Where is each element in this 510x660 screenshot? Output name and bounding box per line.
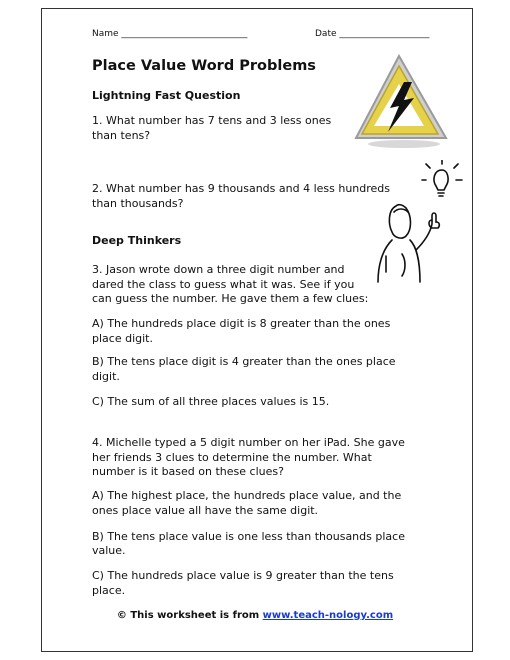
question-1-line-1: 1. What number has 7 tens and 3 less ones bbox=[92, 114, 332, 127]
question-4-clue-a-line-1: A) The highest place, the hundreds place value, and the bbox=[92, 489, 402, 502]
footer-link[interactable]: www.teach-nology.com bbox=[262, 610, 394, 621]
footer-credit-text: © This worksheet is from bbox=[116, 610, 263, 621]
question-3-clue-c-line-1: C) The sum of all three places values is 15. bbox=[92, 395, 330, 408]
question-3-line-3: can guess the number. He gave them a few clues: bbox=[92, 292, 369, 305]
question-3-clue-a-line-1: A) The hundreds place digit is 8 greater than the ones bbox=[92, 317, 391, 330]
question-4-clue-c-line-2: place. bbox=[92, 584, 126, 597]
question-4-clue-a-line-2: ones place value all have the same digit. bbox=[92, 504, 319, 517]
thinking-person-lightbulb-icon bbox=[372, 160, 467, 286]
question-3-clue-b-line-2: digit. bbox=[92, 370, 120, 383]
question-4-line-2: her friends 3 clues to determine the number. What bbox=[92, 451, 372, 464]
name-field-label: Name ____________________________ bbox=[92, 29, 248, 39]
lightning-warning-icon bbox=[352, 50, 452, 152]
question-3-line-1: 3. Jason wrote down a three digit number and bbox=[92, 263, 345, 276]
question-2-line-2: than thousands? bbox=[92, 197, 184, 210]
question-1-line-2: than tens? bbox=[92, 129, 151, 142]
question-3-clue-a-line-2: place digit. bbox=[92, 332, 153, 345]
question-4-line-3: number is it based on these clues? bbox=[92, 465, 284, 478]
question-4-clue-b-line-1: B) The tens place value is one less than thousands place bbox=[92, 530, 405, 543]
question-2-line-1: 2. What number has 9 thousands and 4 less hundreds bbox=[92, 182, 391, 195]
date-field-label: Date ____________________ bbox=[315, 29, 430, 39]
question-3-line-2: dared the class to guess what it was. See if you bbox=[92, 278, 355, 291]
page-title: Place Value Word Problems bbox=[92, 58, 316, 74]
section-heading-lightning: Lightning Fast Question bbox=[92, 89, 241, 102]
footer-credit bbox=[0, 610, 510, 621]
question-4-clue-c-line-1: C) The hundreds place value is 9 greater than the tens bbox=[92, 569, 394, 582]
section-heading-deep-thinkers: Deep Thinkers bbox=[92, 234, 182, 247]
question-4-clue-b-line-2: value. bbox=[92, 544, 126, 557]
question-4-line-1: 4. Michelle typed a 5 digit number on her iPad. She gave bbox=[92, 436, 405, 449]
question-3-clue-b-line-1: B) The tens place digit is 4 greater than the ones place bbox=[92, 355, 396, 368]
